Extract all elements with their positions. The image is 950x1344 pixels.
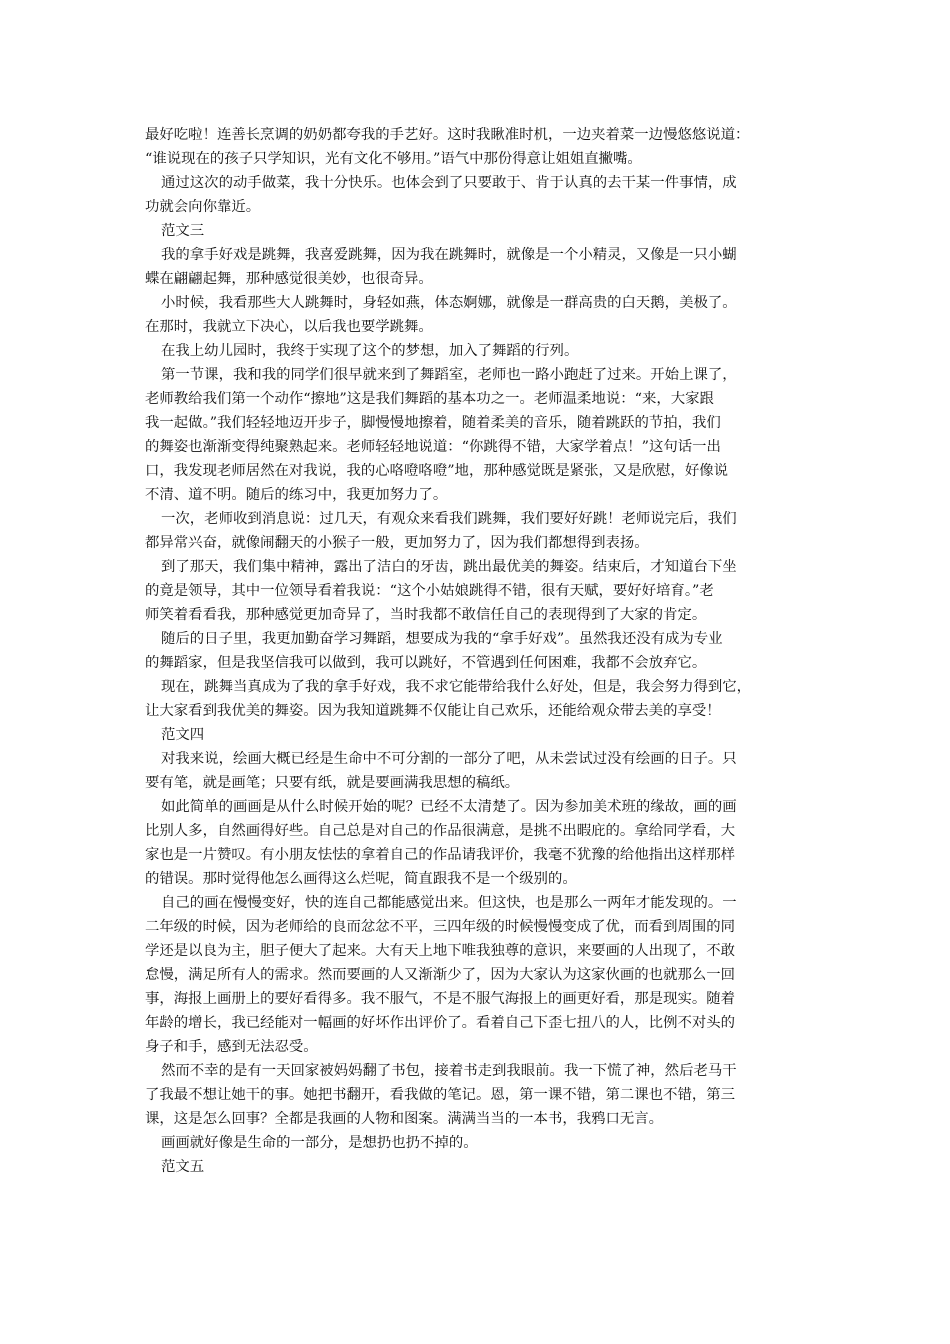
text-line: 老师教给我们第一个动作“擦地”这是我们舞蹈的基本功之一。老师温柔地说：“来，大家跟 [145, 391, 714, 407]
text-line: 的舞蹈家，但是我坚信我可以做到，我可以跳好，不管遇到任何困难，我都不会放弃它。 [145, 655, 707, 671]
text-line: 随后的日子里，我更加勤奋学习舞蹈，想要成为我的“拿手好戏”。虽然我还没有成为专业 [161, 631, 723, 647]
text-line: 的舞姿也渐渐变得纯聚熟起来。老师轻轻地说道：“你跳得不错，大家学着点！”这句话一出 [145, 439, 721, 455]
text-line: 功就会向你靠近。 [145, 199, 261, 215]
text-line: 不清、道不明。随后的练习中，我更加努力了。 [145, 487, 448, 503]
text-line: 我一起做。”我们轻轻地迈开步子，脚慢慢地擦着，随着柔美的音乐，随着跳跃的节拍，我们 [145, 415, 721, 431]
text-line: 家也是一片赞叹。有小朋友怯怯的拿着自己的作品请我评价，我毫不犹豫的给他指出这样那样 [145, 847, 736, 863]
text-line: 到了那天，我们集中精神，露出了洁白的牙齿，跳出最优美的舞姿。结束后，才知道台下坐 [161, 559, 737, 575]
document-body [145, 123, 810, 1179]
text-line: 蝶在翩翩起舞，那种感觉很美妙，也很奇异。 [145, 271, 433, 287]
text-line: 学还是以良为主，胆子便大了起来。大有天上地下唯我独尊的意识，来要画的人出现了，不敢 [145, 943, 736, 959]
text-line: 画画就好像是生命的一部分，是想扔也扔不掉的。 [161, 1135, 478, 1151]
text-line: 事，海报上画册上的要好看得多。我不服气，不是不服气海报上的画更好看，那是现实。随着 [145, 991, 736, 1007]
text-line: 年龄的增长，我已经能对一幅画的好坏作出评价了。看着自己下歪七扭八的人，比例不对头的 [145, 1015, 736, 1031]
section-heading: 范文四 [161, 727, 205, 743]
text-line: 要有笔，就是画笔；只要有纸，就是要画满我思想的稿纸。 [145, 775, 520, 791]
text-line: 然而不幸的是有一天回家被妈妈翻了书包，接着书走到我眼前。我一下慌了神，然后老马干 [161, 1063, 737, 1079]
text-line: 对我来说，绘画大概已经是生命中不可分割的一部分了吧，从未尝试过没有绘画的日子。只 [161, 751, 737, 767]
text-line: 在我上幼儿园时，我终于实现了这个的梦想，加入了舞蹈的行列。 [161, 343, 579, 359]
text-line: 的竟是领导，其中一位领导看着我说：“这个小姑娘跳得不错，很有天赋，要好好培育。”老 [145, 583, 714, 599]
text-line: 都异常兴奋，就像闹翻天的小猴子一般，更加努力了，因为我们都想得到表扬。 [145, 535, 649, 551]
text-line: 比别人多，自然画得好些。自己总是对自己的作品很满意，是挑不出暇庇的。拿给同学看，大 [145, 823, 736, 839]
text-line: 怠慢，满足所有人的需求。然而要画的人又渐渐少了，因为大家认为这家伙画的也就那么一回 [145, 967, 736, 983]
text-line: 最好吃啦！连善长烹调的奶奶都夸我的手艺好。这时我瞅准时机，一边夹着菜一边慢悠悠说道： [145, 127, 750, 143]
text-line: 如此简单的画画是从什么时候开始的呢？已经不太清楚了。因为参加美术班的缘故，画的画 [161, 799, 737, 815]
text-line: 了我最不想让她干的事。她把书翻开，看我做的笔记。恩，第一课不错，第二课也不错，第三 [145, 1087, 736, 1103]
text-line: 第一节课，我和我的同学们很早就来到了舞蹈室，老师也一路小跑赶了过来。开始上课了， [161, 367, 737, 383]
section-heading: 范文五 [161, 1159, 205, 1175]
text-line: 口，我发现老师居然在对我说，我的心咯噔咯噔”地，那种感觉既是紧张，又是欣慰，好像说 [145, 463, 728, 479]
text-line: “谁说现在的孩子只学知识，光有文化不够用。”语气中那份得意让姐姐直撇嘴。 [145, 151, 642, 167]
text-line: 现在，跳舞当真成为了我的拿手好戏，我不求它能带给我什么好处，但是，我会努力得到它， [161, 679, 752, 695]
text-line: 在那时，我就立下决心，以后我也要学跳舞。 [145, 319, 433, 335]
text-line: 通过这次的动手做菜，我十分快乐。也体会到了只要敢于、肯于认真的去干某一件事情，成 [161, 175, 737, 191]
text-line: 师笑着看看我，那种感觉更加奇异了，当时我都不敢信任自己的表现得到了大家的肯定。 [145, 607, 707, 623]
text-line: 身子和手，感到无法忍受。 [145, 1039, 318, 1055]
text-line: 让大家看到我优美的舞姿。因为我知道跳舞不仅能让自己欢乐，还能给观众带去美的享受！ [145, 703, 721, 719]
text-line: 的错误。那时觉得他怎么画得这么烂呢，简直跟我不是一个级别的。 [145, 871, 577, 887]
text-line: 一次，老师收到消息说：过几天，有观众来看我们跳舞，我们要好好跳！老师说完后，我们 [161, 511, 737, 527]
text-line: 二年级的时候，因为老师给的良而忿忿不平，三四年级的时候慢慢变成了优，而看到周围的同 [145, 919, 736, 935]
text-line: 小时候，我看那些大人跳舞时，身轻如燕，体态婀娜，就像是一群高贵的白天鹅，美极了。 [161, 295, 737, 311]
section-heading: 范文三 [161, 223, 205, 239]
text-line: 自己的画在慢慢变好，快的连自己都能感觉出来。但这快，也是那么一两年才能发现的。一 [161, 895, 737, 911]
text-line: 我的拿手好戏是跳舞，我喜爱跳舞，因为我在跳舞时，就像是一个小精灵，又像是一只小蝴 [161, 247, 737, 263]
text-line: 课，这是怎么回事？全都是我画的人物和图案。满满当当的一本书，我鸦口无言。 [145, 1111, 664, 1127]
